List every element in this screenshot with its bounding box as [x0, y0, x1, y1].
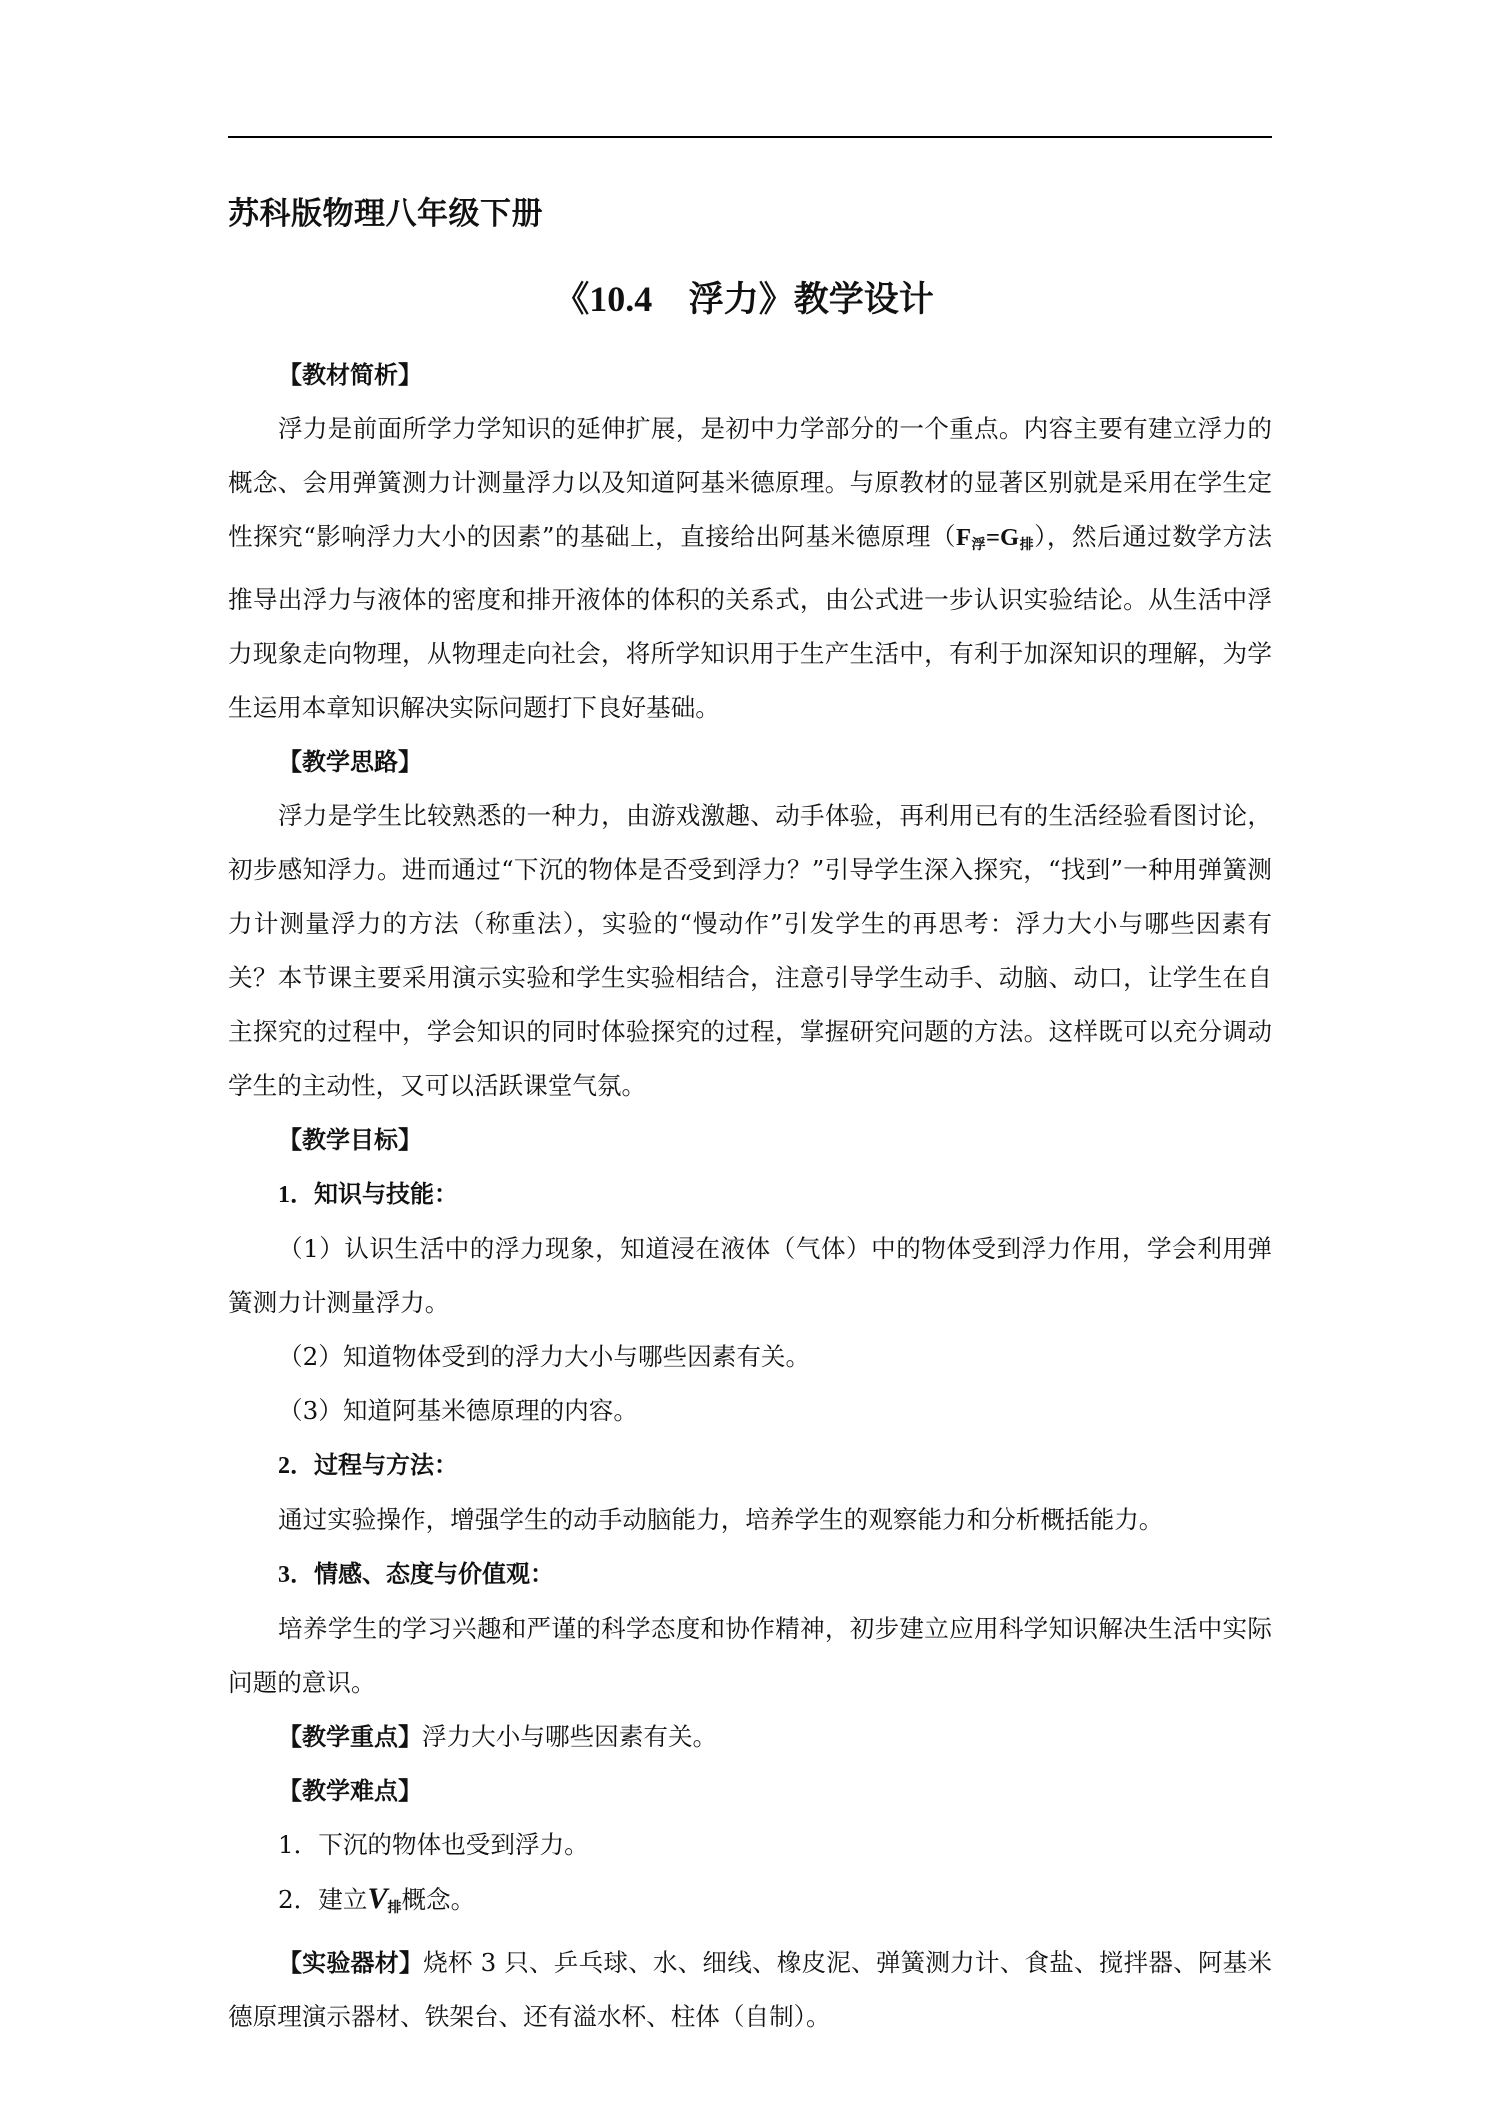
knowledge-label: ．知识与技能：: [290, 1180, 458, 1208]
document-body: [228, 348, 1272, 2044]
key-point-text: 浮力大小与哪些因素有关。: [422, 1722, 718, 1751]
knowledge-skills-heading: [228, 1167, 1272, 1222]
knowledge-number: 1: [278, 1182, 290, 1208]
formula-f-subscript: 浮: [971, 538, 986, 553]
analysis-text-before: 浮力是前面所学力学知识的延伸扩展，是初中力学部分的一个重点。内容主要有建立浮力的概念、会用弹簧测力计测量浮力以及知道阿基米德原理。与原教材的显著区别就是采用在学生定性探究“影响浮力大小的因素”的基础上，直接给出阿基米德原理（: [228, 414, 1272, 551]
archimedes-formula: [956, 524, 1034, 551]
knowledge-item-3: （3）知道阿基米德原理的内容。: [278, 1396, 638, 1425]
v-subscript: 排: [387, 1901, 402, 1916]
difficulty-item-1: 1．下沉的物体也受到浮力。: [278, 1830, 589, 1859]
emotion-paragraph: 培养学生的学习兴趣和严谨的科学态度和协作精神，初步建立应用科学知识解决生活中实际问题的意识。: [228, 1614, 1272, 1697]
document-title: [0, 272, 1488, 322]
key-point-heading: 【教学重点】: [278, 1723, 422, 1751]
knowledge-item-1: （1）认识生活中的浮力现象，知道浸在液体（气体）中的物体受到浮力作用，学会利用弹簧测力计测量浮力。: [228, 1234, 1272, 1317]
analysis-paragraph: [228, 402, 1272, 735]
book-title: 苏科版物理八年级下册: [228, 196, 543, 232]
v-symbol: V: [367, 1882, 388, 1915]
formula-equals: =: [985, 524, 1000, 551]
key-point-paragraph: [228, 1710, 1272, 1764]
difficulty-item-2-before: 2．建立: [278, 1885, 368, 1914]
emotion-label: ．情感、态度与价值观：: [290, 1560, 554, 1588]
process-label: ．过程与方法：: [290, 1451, 458, 1479]
process-paragraph: 通过实验操作，增强学生的动手动脑能力，培养学生的观察能力和分析概括能力。: [278, 1505, 1164, 1534]
formula-g-subscript: 排: [1019, 538, 1035, 553]
analysis-heading: 【教材简析】: [278, 361, 422, 389]
v-displaced-symbol: [367, 1882, 401, 1915]
formula-f: F: [956, 524, 972, 551]
equipment-text: 烧杯 3 只、乒乓球、水、细线、橡皮泥、弹簧测力计、食盐、搅拌器、阿基米德原理演示器材、铁架台、还有溢水杯、柱体（自制）。: [228, 1948, 1272, 2031]
emotion-number: 3: [278, 1562, 290, 1588]
header-rule: [228, 136, 1272, 138]
difficulty-heading: 【教学难点】: [278, 1777, 422, 1805]
difficulty-item-2: [228, 1872, 1272, 1936]
difficulty-item-2-after: 概念。: [401, 1885, 476, 1914]
equipment-heading: 【实验器材】: [278, 1949, 424, 1977]
title-open-bracket: 《: [554, 280, 590, 320]
process-methods-heading: [228, 1438, 1272, 1493]
title-name: 浮力》教学设计: [688, 280, 934, 320]
analysis-text-after: ），然后通过数学方法推导出浮力与液体的密度和排开液体的体积的关系式，由公式进一步认识实验结论。从生活中浮力现象走向物理，从物理走向社会，将所学知识用于生产生活中，有利于加深知识的理解，为学生运用本章知识解决实际问题打下良好基础。: [228, 522, 1272, 722]
goals-heading: 【教学目标】: [278, 1126, 422, 1154]
process-number: 2: [278, 1453, 290, 1479]
approach-heading: 【教学思路】: [278, 748, 422, 776]
title-section-number: 10.4: [589, 279, 653, 319]
emotion-values-heading: [228, 1547, 1272, 1602]
formula-g: G: [1000, 524, 1020, 551]
knowledge-item-2: （2）知道物体受到的浮力大小与哪些因素有关。: [278, 1342, 811, 1371]
equipment-paragraph: [228, 1936, 1272, 2044]
approach-paragraph: 浮力是学生比较熟悉的一种力，由游戏激趣、动手体验，再利用已有的生活经验看图讨论，初步感知浮力。进而通过“下沉的物体是否受到浮力？”引导学生深入探究，“找到”一种用弹簧测力计测量浮力的方法（称重法），实验的“慢动作”引发学生的再思考：浮力大小与哪些因素有关？本节课主要采用演示实验和学生实验相结合，注意引导学生动手、动脑、动口，让学生在自主探究的过程中，学会知识的同时体验探究的过程，掌握研究问题的方法。这样既可以充分调动学生的主动性，又可以活跃课堂气氛。: [228, 801, 1272, 1100]
